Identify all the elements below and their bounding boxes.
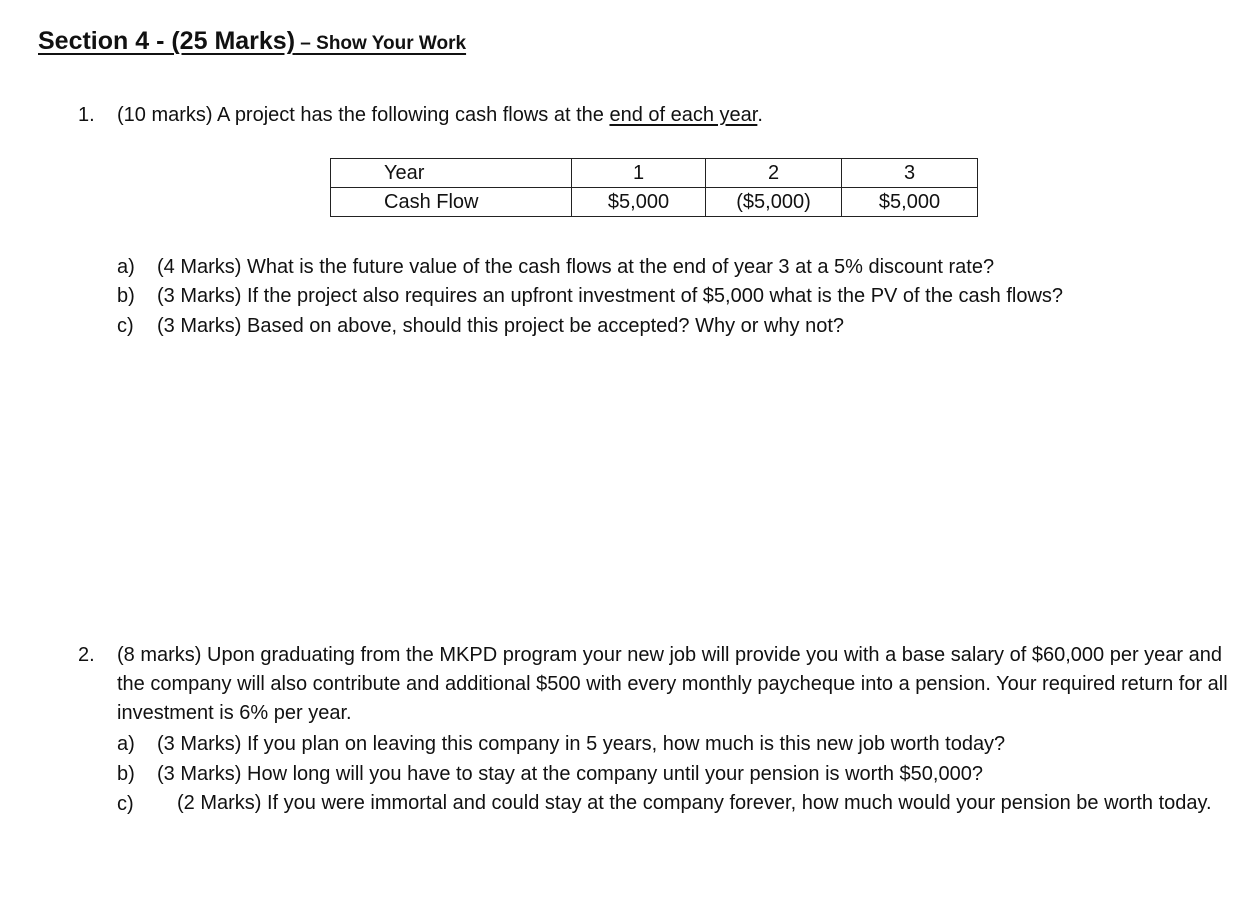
table-row-cash-flow — [331, 188, 978, 217]
q1-part-b-letter: b) — [117, 285, 135, 307]
q1-part-a-letter: a) — [117, 256, 135, 278]
q2-part-b-letter: b) — [117, 763, 135, 785]
q1-part-a-text: (4 Marks) What is the future value of the cash flows at the end of year 3 at a 5% discount rate? — [157, 256, 995, 278]
q1-part-b-text: (3 Marks) If the project also requires an upfront investment of $5,000 what is the PV of the cash flows? — [157, 285, 1064, 307]
year-cell-3: 3 — [842, 159, 978, 188]
q2-part-b-text: (3 Marks) How long will you have to stay at the company until your pension is worth $50,000? — [157, 763, 983, 785]
cash-flow-cell-1: $5,000 — [572, 188, 706, 217]
q2-number: 2. — [78, 644, 95, 666]
q2-part-c-letter: c) — [117, 793, 134, 815]
year-cell-2: 2 — [706, 159, 842, 188]
q1-intro-underlined: end of each year — [609, 104, 758, 126]
q2-intro: (8 marks) Upon graduating from the MKPD program your new job will provide you with a base salary of $60,000 per year and the company will also contribute and additional $500 with every monthly paycheque into a pension. Your required return for all investment is 6% per year. — [117, 644, 1228, 724]
q1-number: 1. — [78, 104, 95, 126]
section-title — [38, 27, 466, 56]
row-header-year: Year — [331, 159, 572, 188]
q1-part-c-text: (3 Marks) Based on above, should this project be accepted? Why or why not? — [157, 315, 845, 337]
section-title-main: Section 4 - (25 Marks) — [38, 27, 296, 55]
q2-part-c-text — [157, 789, 1237, 817]
q2-part-a-text: (3 Marks) If you plan on leaving this company in 5 years, how much is this new job worth today? — [157, 733, 1006, 755]
q1-intro — [117, 101, 763, 129]
cash-flow-cell-3: $5,000 — [842, 188, 978, 217]
q1-part-c-letter: c) — [117, 315, 134, 337]
year-cell-1: 1 — [572, 159, 706, 188]
section-title-suffix: – Show Your Work — [295, 33, 467, 54]
q2-part-c-text-content: (2 Marks) If you were immortal and could stay at the company forever, how much would your pension be worth today. — [177, 792, 1212, 814]
table-row-year — [331, 159, 978, 188]
q1-intro-before: (10 marks) A project has the following cash flows at the — [117, 104, 610, 126]
cash-flow-cell-2: ($5,000) — [706, 188, 842, 217]
q1-intro-after: . — [757, 104, 763, 126]
cash-flow-table — [330, 158, 978, 217]
row-header-cash-flow: Cash Flow — [331, 188, 572, 217]
q2-part-a-letter: a) — [117, 733, 135, 755]
